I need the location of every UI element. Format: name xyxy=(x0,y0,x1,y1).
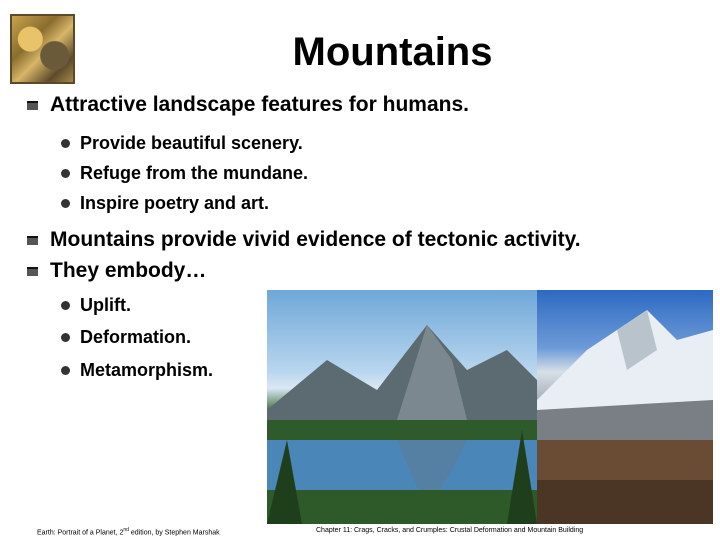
sub-bullet-text: Refuge from the mundane. xyxy=(80,163,309,183)
snowy-mountain-illustration xyxy=(537,290,713,524)
round-bullet-icon xyxy=(61,199,70,208)
bullet-text: They embody… xyxy=(50,259,207,282)
sub-bullet-text: Uplift. xyxy=(80,295,131,315)
sub-bullet-text: Deformation. xyxy=(80,327,192,347)
sub-bullet-item xyxy=(61,193,269,214)
footer-citation-sup: nd xyxy=(123,527,129,533)
bullet-item xyxy=(27,259,206,283)
sub-bullet-item xyxy=(61,163,308,184)
bullet-text: Mountains provide vivid evidence of tectonic activity. xyxy=(50,228,581,251)
footer-citation-suffix: edition, by Stephen Marshak xyxy=(128,529,220,537)
bullet-text: Attractive landscape features for humans. xyxy=(50,93,469,116)
round-bullet-icon xyxy=(61,366,70,375)
slide-title: Mountains xyxy=(292,30,493,74)
sub-bullet-text: Provide beautiful scenery. xyxy=(80,133,303,153)
sub-bullet-item xyxy=(61,360,213,381)
mountain-lake-photo xyxy=(267,290,537,524)
sub-bullet-text: Inspire poetry and art. xyxy=(80,193,270,213)
bullet-item xyxy=(27,93,469,117)
footer-citation-text: Earth: Portrait of a Planet, 2 xyxy=(37,529,124,537)
mountain-lake-illustration xyxy=(267,290,537,524)
sub-bullet-text: Metamorphism. xyxy=(80,360,214,380)
sub-bullet-item xyxy=(61,327,191,348)
bullet-item xyxy=(27,228,581,252)
square-bullet-icon xyxy=(27,236,38,245)
sub-bullet-item xyxy=(61,133,303,154)
round-bullet-icon xyxy=(61,301,70,310)
footer-chapter: Chapter 11: Crags, Cracks, and Crumples: Crustal Deformation and Mountain Building xyxy=(316,527,584,534)
sub-bullet-item xyxy=(61,295,131,316)
round-bullet-icon xyxy=(61,139,70,148)
footer-citation xyxy=(37,527,220,536)
snowy-mountain-photo xyxy=(537,290,713,524)
square-bullet-icon xyxy=(27,101,38,110)
round-bullet-icon xyxy=(61,333,70,342)
square-bullet-icon xyxy=(27,267,38,276)
round-bullet-icon xyxy=(61,169,70,178)
